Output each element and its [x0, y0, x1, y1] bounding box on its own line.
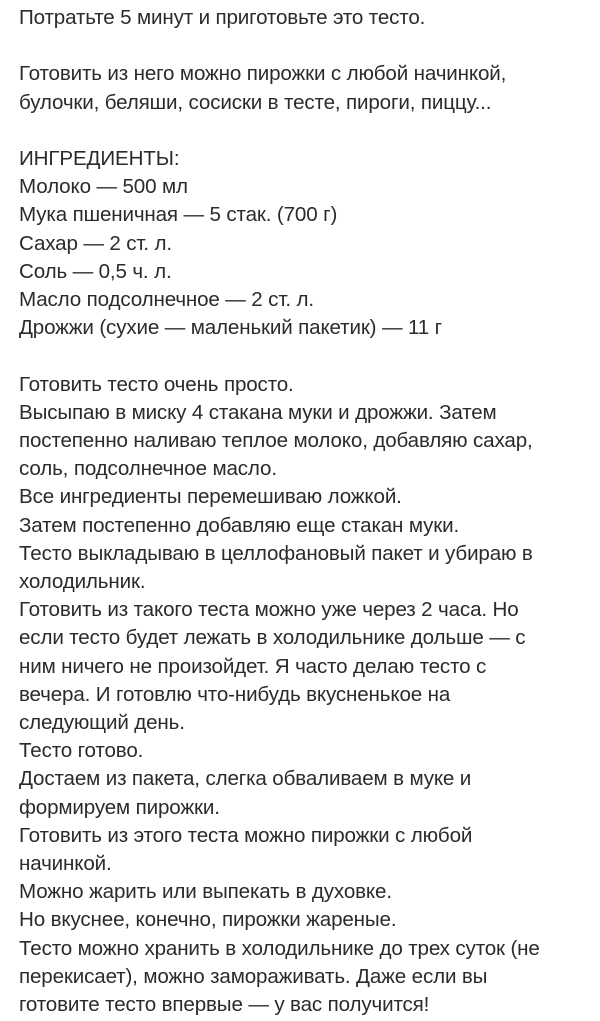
blank-line: [19, 342, 591, 370]
blank-line: [19, 32, 591, 60]
recipe-post: [19, 4, 591, 1019]
instruction-line: Высыпаю в миску 4 стакана муки и дрожжи. Затем: [19, 400, 497, 424]
instruction-line: следующий день.: [19, 711, 185, 735]
instruction-line: формируем пирожки.: [19, 795, 220, 819]
instruction-line: Тесто выкладываю в целлофановый пакет и убираю в: [19, 541, 533, 565]
instruction-line: Готовить из такого теста можно уже через 2 часа. Но: [19, 598, 519, 622]
instruction-line: Можно жарить или выпекать в духовке.: [19, 880, 392, 904]
instruction-line: ним ничего не произойдет. Я часто делаю тесто с: [19, 654, 487, 678]
instruction-line: Достаем из пакета, слегка обваливаем в муке и: [19, 767, 472, 791]
ingredient-item: Масло подсолнечное — 2 ст. л.: [19, 288, 314, 311]
instruction-line: Но вкуснее, конечно, пирожки жареные.: [19, 908, 397, 932]
uses-line: Готовить из него можно пирожки с любой начинкой,: [19, 62, 507, 86]
ingredient-item: Мука пшеничная — 5 стак. (700 г): [19, 203, 338, 227]
instruction-line: если тесто будет лежать в холодильнике дольше — с: [19, 626, 526, 650]
instruction-line: вечера. И готовлю что-нибудь вкусненькое на: [19, 682, 451, 706]
instruction-line: Готовить из этого теста можно пирожки с любой: [19, 823, 473, 847]
instruction-line: начинкой.: [19, 852, 112, 876]
instruction-line: Тесто можно хранить в холодильнике до трех суток (не: [19, 936, 540, 960]
intro-line: Потратьте 5 минут и приготовьте это тесто.: [19, 6, 426, 29]
instruction-line: Затем постепенно добавляю еще стакан муки.: [19, 513, 460, 537]
blank-line: [19, 117, 591, 145]
ingredient-item: Сахар — 2 ст. л.: [19, 231, 172, 255]
ingredients-heading: ИНГРЕДИЕНТЫ:: [19, 146, 180, 170]
instruction-line: Все ингредиенты перемешиваю ложкой.: [19, 485, 402, 509]
instruction-line: Тесто готово.: [19, 739, 144, 763]
instruction-line: перекисает), можно замораживать. Даже если вы: [19, 964, 488, 988]
instruction-line: Готовить тесто очень просто.: [19, 372, 294, 396]
instruction-line: готовите тесто впервые — у вас получится!: [19, 993, 430, 1017]
instruction-line: холодильник.: [19, 570, 146, 594]
uses-line: булочки, беляши, сосиски в тесте, пироги, пиццу...: [19, 90, 492, 114]
instruction-line: соль, подсолнечное масло.: [19, 457, 277, 481]
ingredient-item: Дрожжи (сухие — маленький пакетик) — 11 г: [19, 316, 442, 340]
ingredient-item: Соль — 0,5 ч. л.: [19, 259, 172, 283]
instruction-line: постепенно наливаю теплое молоко, добавляю сахар,: [19, 429, 533, 452]
ingredient-item: Молоко — 500 мл: [19, 175, 188, 199]
